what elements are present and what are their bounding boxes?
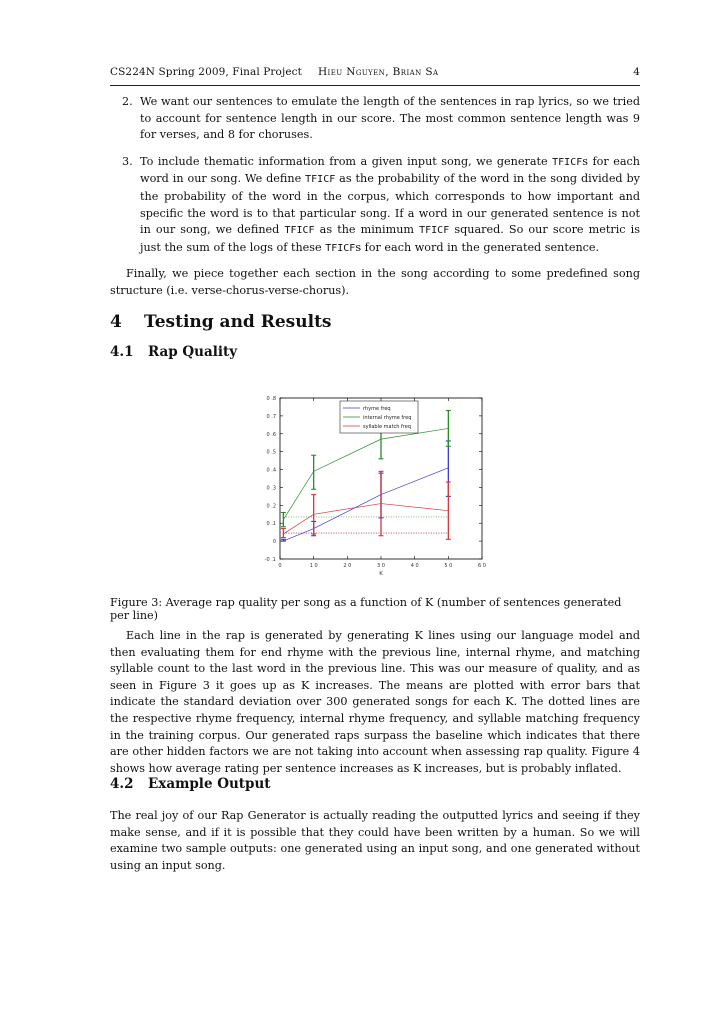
paragraph-song-structure: Finally, we piece together each section in the song according to some predefined song structure (i.e. verse-chorus-verse-chorus). [110,267,640,297]
code-term: TFICF [284,225,315,237]
code-term: TFICF [552,156,583,168]
legend-label: rhyme freq [363,405,391,412]
list-item-text: s for each word in the generated sentence. [355,240,600,254]
figure-caption: Figure 3: Average rap quality per song as a function of K (number of sentences generated per line) [110,596,622,622]
error-bar [311,455,316,489]
x-tick-label: 3 0 [377,563,385,569]
series-line [283,504,448,534]
y-tick-label: 0 [272,539,276,546]
list-item-text: To include thematic information from a given input song, we generate [140,154,553,168]
running-header [110,60,640,82]
subsection-number: 4.2 [110,776,134,792]
y-tick-label: 0 .2 [266,503,276,510]
code-term: TFICF [325,242,356,254]
error-bar [281,512,286,526]
numbered-list [110,94,640,267]
list-item-text: squared. So our score metric is just the sum of the logs of these [140,223,640,254]
list-item-text: s for each word in our song. We define [140,154,640,186]
header-course: CS224N Spring 2009, Final Project [110,66,302,78]
y-tick-label: 0 .1 [266,521,276,528]
y-tick-label: 0 .6 [266,431,276,438]
subsection-heading-rap-quality [110,344,237,360]
x-tick-label: 1 0 [309,563,318,569]
x-tick-label: 2 0 [343,563,352,569]
y-tick-label: 0 .4 [266,467,276,474]
list-item-number: 2. [122,95,133,108]
subsection-title: Rap Quality [148,344,238,360]
list-item [110,154,640,258]
figure-3 [256,392,496,582]
series-line [283,468,448,541]
rap-quality-chart [256,392,496,582]
list-item-text: as the probability of the word in the song divided by the probability of the word in the corpus, which corresponds to how important and specific the word is to that particular song. If a word in our generated sentence is not in our song, we defined [140,172,641,237]
list-item [110,94,640,144]
y-tick-label: 0 .5 [266,449,276,456]
section-heading [110,312,332,332]
x-tick-label: 5 0 [444,563,453,569]
x-tick-label: 4 0 [410,563,419,569]
header-authors: Hieu Nguyen, Brian Sa [318,66,439,78]
subsection-title: Example Output [148,776,271,792]
x-tick-label: 6 0 [478,563,486,569]
list-item-number: 3. [122,154,133,168]
code-term: TFICF [419,225,450,237]
legend [340,401,418,433]
y-tick-label: -0 .1 [264,557,276,563]
subsection-heading-example-output [110,776,271,792]
section-number: 4 [110,312,122,332]
paragraph-example-output: The real joy of our Rap Generator is actually reading the outputted lyrics and seeing if they make sense, and if it is possible that they could have been written by a human. So we will examine two sample outputs: one generated using an input song, and one generated without using an input song. [110,809,640,872]
y-tick-label: 0 .8 [266,396,276,402]
paragraph-quality-measure: Each line in the rap is generated by generating K lines using our language model and then evaluating them for end rhyme with the previous line, internal rhyme, and matching syllable count to the last word in the previous line. This was our measure of quality, and as seen in Figure 3 it goes up as K increases. The means are plotted with error bars that indicate the standard deviation over 300 generated songs for each K. The dotted lines are the respective rhyme frequency, internal rhyme frequency, and syllable matching frequency in the training corpus. Our generated raps surpass the baseline which indicates that there are other hidden factors we are not taking into account when assessing rap quality. Figure 4 shows how average rating per sentence increases as K increases, but is probably inflated. [110,629,640,775]
subsection-number: 4.1 [110,344,134,360]
legend-label: internal rhyme freq [363,414,412,421]
legend-label: syllable match freq [363,423,411,430]
x-axis-label: K [379,571,383,577]
list-item-text: as the minimum [314,223,420,237]
list-item-text: We want our sentences to emulate the length of the sentences in rap lyrics, so we tried to account for sentence length in our score. The most common sentence length was 9 for verses, and 8 for choruses. [140,95,640,142]
y-tick-label: 0 .7 [266,413,276,420]
y-tick-label: 0 .3 [266,485,276,492]
header-rule [110,85,640,86]
section-title: Testing and Results [144,312,332,332]
x-tick-label: 0 [278,563,282,569]
header-page-number: 4 [633,66,640,78]
code-term: TFICF [305,174,336,186]
